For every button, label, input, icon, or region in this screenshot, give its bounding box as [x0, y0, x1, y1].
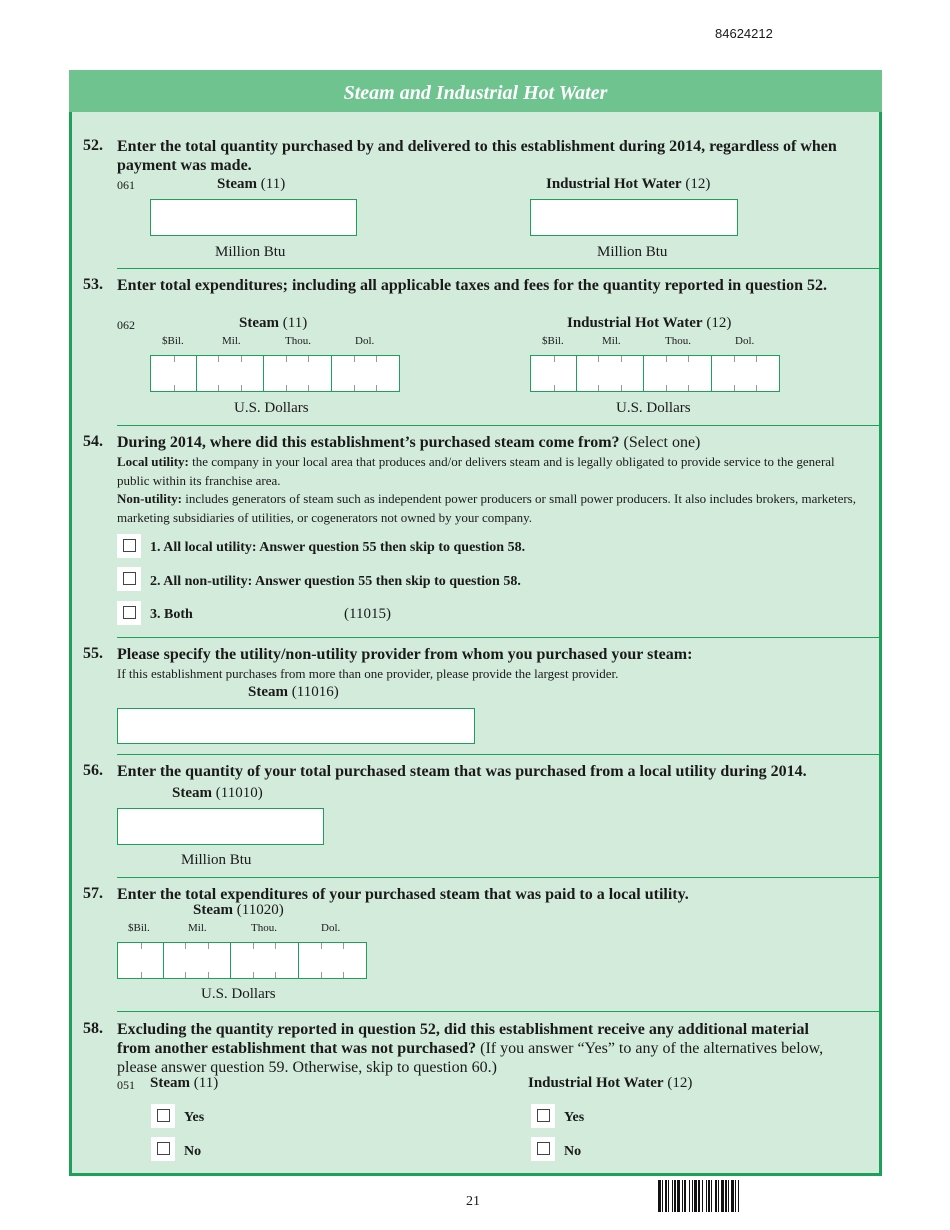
divider: [117, 268, 879, 269]
digit-tick: [253, 972, 254, 978]
digit-tick: [598, 356, 599, 362]
q53-hw-dollar-input[interactable]: [530, 355, 780, 392]
q58-code: 051: [117, 1078, 135, 1092]
digit-tick: [354, 385, 355, 391]
q55-number: 55.: [83, 645, 103, 662]
q57-col-mil: Mil.: [188, 922, 207, 934]
q52-hw-unit: Million Btu: [597, 244, 668, 260]
digit-tick: [253, 943, 254, 949]
q55-subtext: If this establishment purchases from more than one provider, please provide the largest provider.: [117, 666, 619, 681]
q58-hw-yes-checkbox[interactable]: [531, 1104, 555, 1128]
divider: [117, 754, 879, 755]
q58-hw-no-label: No: [564, 1144, 582, 1159]
digit-tick: [734, 385, 735, 391]
divider: [117, 637, 879, 638]
digit-tick: [218, 356, 219, 362]
q52-steam-input[interactable]: [150, 199, 357, 236]
q57-dollar-input[interactable]: [117, 942, 367, 979]
digit-tick: [185, 972, 186, 978]
q54-option-1-checkbox[interactable]: [117, 534, 141, 558]
divider: [117, 425, 879, 426]
digit-tick: [286, 385, 287, 391]
q54-number: 54.: [83, 433, 103, 450]
digit-group-divider: [230, 943, 231, 978]
q54-option-3-checkbox[interactable]: [117, 601, 141, 625]
digit-tick: [241, 385, 242, 391]
q52-steam-label: Steam (11): [217, 176, 286, 192]
digit-group-divider: [711, 356, 712, 391]
q53-hw-col-bil: $Bil.: [542, 335, 564, 347]
q57-number: 57.: [83, 885, 103, 902]
digit-tick: [218, 385, 219, 391]
barcode-bar: [739, 1180, 742, 1212]
q53-steam-col-mil: Mil.: [222, 335, 241, 347]
q53-steam-unit: U.S. Dollars: [234, 400, 309, 416]
q54-option-3-label: 3. Both: [150, 607, 193, 622]
digit-tick: [308, 356, 309, 362]
digit-tick: [666, 385, 667, 391]
q52-hw-input[interactable]: [530, 199, 738, 236]
q55-steam-label: Steam (11016): [248, 684, 339, 700]
digit-tick: [354, 356, 355, 362]
section-title-bar: [69, 70, 882, 112]
q54-option-1-label: 1. All local utility: Answer question 55 then skip to question 58.: [150, 540, 526, 555]
q52-hw-label: Industrial Hot Water (12): [546, 176, 711, 192]
digit-tick: [208, 972, 209, 978]
digit-group-divider: [196, 356, 197, 391]
digit-tick: [621, 385, 622, 391]
digit-tick: [141, 972, 142, 978]
q54-local-definition: Local utility: the company in your local area that produces and/or delivers steam and is legally obligated to provide service to the general public within its franchise area.: [117, 454, 835, 488]
digit-tick: [376, 385, 377, 391]
q54-option-2-checkbox[interactable]: [117, 567, 141, 591]
q54-nonutility-definition: Non-utility: includes generators of steam such as independent power producers or small power producers. It also includes brokers, marketers, marketing subsidiaries of utilities, or cogenerators not owned by your company.: [117, 491, 856, 525]
q53-number: 53.: [83, 276, 103, 293]
q56-steam-label: Steam (11010): [172, 785, 263, 801]
digit-tick: [621, 356, 622, 362]
digit-tick: [666, 356, 667, 362]
q58-steam-yes-label: Yes: [184, 1110, 205, 1125]
digit-tick: [756, 385, 757, 391]
q55-text: Please specify the utility/non-utility provider from whom you purchased your steam:: [117, 646, 693, 663]
digit-tick: [174, 356, 175, 362]
q54-option-2-label: 2. All non-utility: Answer question 55 then skip to question 58.: [150, 574, 521, 589]
q58-question: Excluding the quantity reported in question 52, did this establishment receive any additional material from another establishment that was not purchased? (If you answer “Yes” to any of the alternatives below, please answer question 59. Otherwise, skip to question 60.): [117, 1021, 824, 1076]
digit-tick: [241, 356, 242, 362]
digit-tick: [174, 385, 175, 391]
digit-tick: [554, 356, 555, 362]
digit-tick: [286, 356, 287, 362]
digit-tick: [343, 943, 344, 949]
digit-group-divider: [576, 356, 577, 391]
q55-provider-input[interactable]: [117, 708, 475, 744]
q53-steam-col-thou: Thou.: [285, 335, 311, 347]
q58-steam-label: Steam (11): [150, 1075, 219, 1091]
q53-code: 062: [117, 318, 135, 332]
q54-question: During 2014, where did this establishment’s purchased steam come from? (Select one): [117, 434, 701, 451]
digit-tick: [688, 356, 689, 362]
q57-steam-label: Steam (11020): [193, 902, 284, 918]
q53-steam-dollar-input[interactable]: [150, 355, 400, 392]
digit-tick: [376, 356, 377, 362]
digit-tick: [275, 943, 276, 949]
q52-text: Enter the total quantity purchased by and delivered to this establishment during 2014, regardless of when payment was made.: [117, 138, 837, 174]
barcode: [658, 1180, 836, 1212]
digit-tick: [756, 356, 757, 362]
divider: [117, 1011, 879, 1012]
digit-tick: [208, 943, 209, 949]
digit-tick: [185, 943, 186, 949]
q57-unit: U.S. Dollars: [201, 986, 276, 1002]
digit-tick: [141, 943, 142, 949]
q53-steam-col-dol: Dol.: [355, 335, 375, 347]
page-number: 21: [466, 1194, 480, 1209]
divider: [117, 877, 879, 878]
digit-tick: [275, 972, 276, 978]
q56-unit: Million Btu: [181, 852, 252, 868]
q58-steam-no-label: No: [184, 1144, 202, 1159]
q53-hw-label: Industrial Hot Water (12): [567, 315, 732, 331]
digit-tick: [734, 356, 735, 362]
form-id: 84624212: [715, 26, 773, 41]
q52-code: 061: [117, 178, 135, 192]
digit-group-divider: [163, 943, 164, 978]
q52-number: 52.: [83, 137, 103, 154]
q52-steam-unit: Million Btu: [215, 244, 286, 260]
q56-text: Enter the quantity of your total purchased steam that was purchased from a local utility during 2014.: [117, 763, 807, 780]
q57-col-bil: $Bil.: [128, 922, 150, 934]
q57-col-dol: Dol.: [321, 922, 341, 934]
digit-group-divider: [331, 356, 332, 391]
digit-tick: [308, 385, 309, 391]
q53-hw-col-mil: Mil.: [602, 335, 621, 347]
section-title: Steam and Industrial Hot Water: [343, 82, 608, 104]
digit-group-divider: [643, 356, 644, 391]
q58-hw-no-checkbox[interactable]: [531, 1137, 555, 1161]
q58-hw-label: Industrial Hot Water (12): [528, 1075, 693, 1091]
q56-number: 56.: [83, 762, 103, 779]
q58-number: 58.: [83, 1020, 103, 1037]
digit-tick: [598, 385, 599, 391]
q53-hw-col-dol: Dol.: [735, 335, 755, 347]
q53-steam-col-bil: $Bil.: [162, 335, 184, 347]
q54-code: (11015): [344, 606, 391, 622]
q58-steam-no-checkbox[interactable]: [151, 1137, 175, 1161]
q57-text: Enter the total expenditures of your purchased steam that was paid to a local utility.: [117, 886, 689, 903]
digit-group-divider: [298, 943, 299, 978]
q57-col-thou: Thou.: [251, 922, 277, 934]
digit-tick: [554, 385, 555, 391]
digit-tick: [321, 972, 322, 978]
digit-tick: [343, 972, 344, 978]
q53-hw-unit: U.S. Dollars: [616, 400, 691, 416]
digit-group-divider: [263, 356, 264, 391]
q53-text: Enter total expenditures; including all applicable taxes and fees for the quantity reported in question 52.: [117, 277, 827, 294]
digit-tick: [321, 943, 322, 949]
q53-steam-label: Steam (11): [239, 315, 308, 331]
q58-steam-yes-checkbox[interactable]: [151, 1104, 175, 1128]
q53-hw-col-thou: Thou.: [665, 335, 691, 347]
q56-steam-input[interactable]: [117, 808, 324, 845]
digit-tick: [688, 385, 689, 391]
q58-hw-yes-label: Yes: [564, 1110, 585, 1125]
